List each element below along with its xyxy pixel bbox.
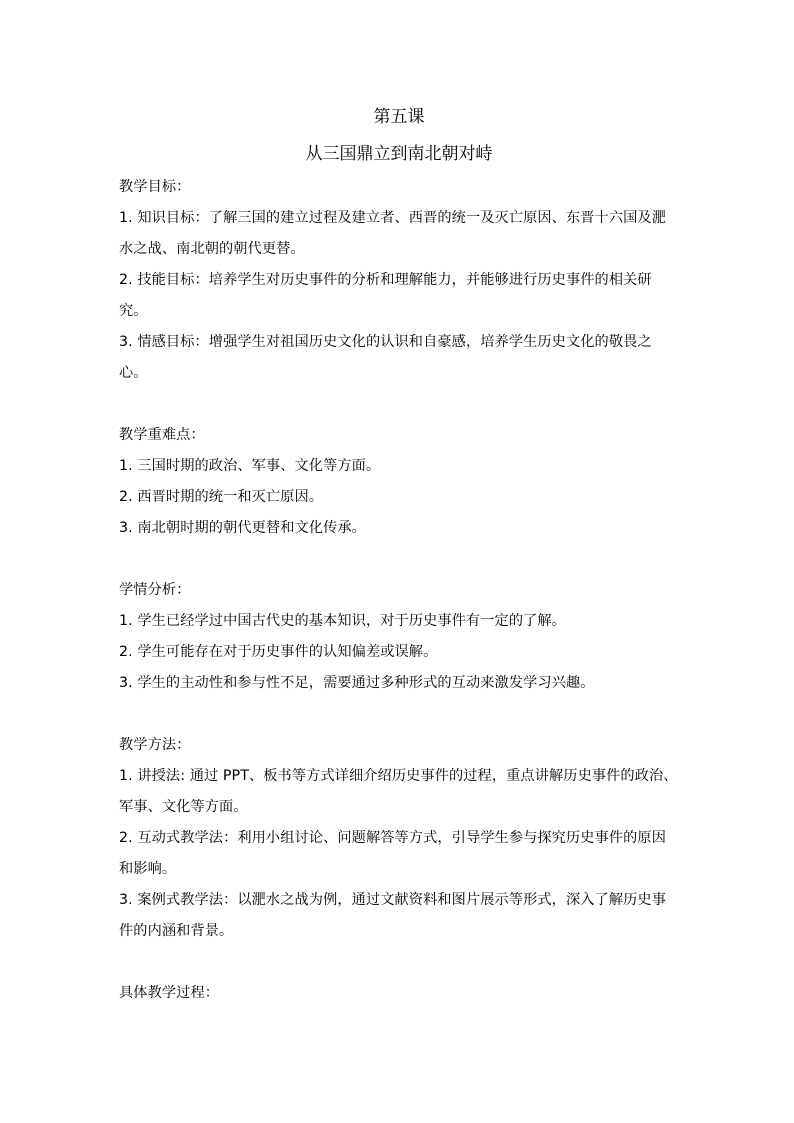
list-item: 2. 技能目标：培养学生对历史事件的分析和理解能力，并能够进行历史事件的相关研究。 — [119, 272, 652, 319]
section-teaching-process — [119, 978, 679, 1009]
list-item: 2. 互动式教学法：利用小组讨论、问题解答等方式，引导学生参与探究历史事件的原因和影响。 — [119, 830, 666, 877]
list-item: 2. 西晋时期的统一和灭亡原因。 — [119, 489, 324, 505]
paragraph-gap — [119, 947, 679, 978]
list-item: 3. 学生的主动性和参与性不足，需要通过多种形式的互动来激发学习兴趣。 — [119, 675, 595, 691]
document-content — [119, 103, 679, 1009]
lesson-title: 从三国鼎立到南北朝对峙 — [305, 144, 493, 164]
section-teaching-objectives — [119, 172, 679, 389]
section-heading: 具体教学过程： — [119, 985, 220, 1001]
list-item: 1. 知识目标：了解三国的建立过程及建立者、西晋的统一及灭亡原因、东晋十六国及淝水之战、南北朝的朝代更替。 — [119, 210, 666, 257]
list-item: 3. 案例式教学法：以淝水之战为例，通过文献资料和图片展示等形式，深入了解历史事件的内涵和背景。 — [119, 892, 666, 939]
section-key-points — [119, 420, 679, 544]
paragraph-gap — [119, 699, 679, 730]
list-item: 3. 南北朝时期的朝代更替和文化传承。 — [119, 520, 366, 536]
section-heading: 学情分析： — [119, 582, 191, 598]
list-item: 3. 情感目标：增强学生对祖国历史文化的认识和自豪感，培养学生历史文化的敬畏之心。 — [119, 334, 652, 381]
paragraph-gap — [119, 544, 679, 575]
list-item: 1. 讲授法: 通过 PPT、板书等方式详细介绍历史事件的过程，重点讲解历史事件的政治、军事、文化等方面。 — [119, 768, 678, 815]
paragraph-gap — [119, 389, 679, 420]
section-teaching-methods — [119, 730, 679, 947]
section-heading: 教学重难点： — [119, 427, 205, 443]
list-item: 1. 三国时期的政治、军事、文化等方面。 — [119, 458, 381, 474]
lesson-number-title: 第五课 — [373, 107, 425, 127]
section-heading: 教学目标： — [119, 179, 191, 195]
list-item: 2. 学生可能存在对于历史事件的认知偏差或误解。 — [119, 644, 438, 660]
section-student-analysis — [119, 575, 679, 699]
section-heading: 教学方法： — [119, 737, 191, 753]
list-item: 1. 学生已经学过中国古代史的基本知识，对于历史事件有一定的了解。 — [119, 613, 566, 629]
